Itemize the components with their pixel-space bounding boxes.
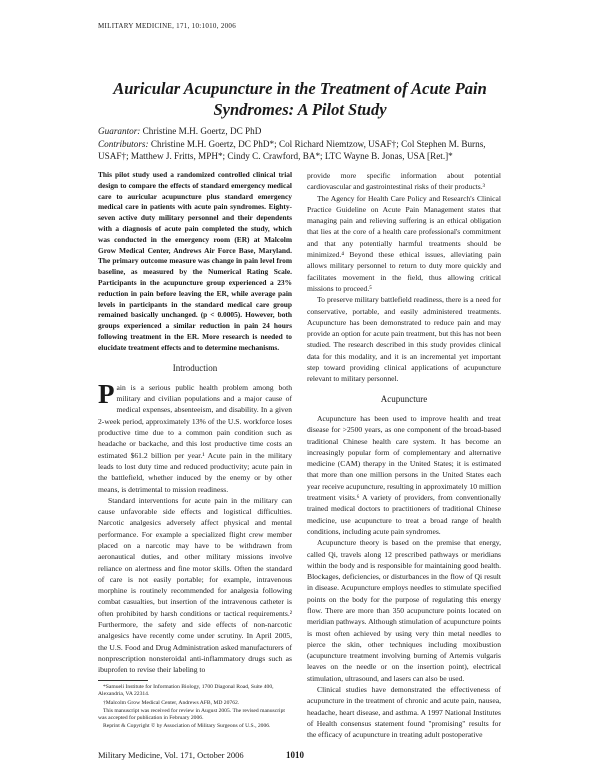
article-title: Auricular Acupuncture in the Treatment of Acute Pain Syndromes: A Pilot Study (113, 79, 487, 119)
page-number: 1010 (286, 750, 304, 760)
intro-paragraph-2: Standard interventions for acute pain in the military can cause unfavorable side effects and logistical difficulties. Narcotic analgesics adversely affect physical and mental performance. For example a specialized flight crew member placed on a narcotic may have to be withdrawn from aeronautical duties, and other military missions involve reliance on alertness and fine motor skills. Often the standard of care is not easily portable; for example, intravenous morphine is routinely recommended for analgesia following combat casualties, but insertion of the intravenous catheter is often prohibited by harsh conditions or tactical requirements.² Furthermore, the safety and side effects of non-narcotic analgesics have recently come under scrutiny. In April 2005, the U.S. Food and Drug Administration asked manufacturers of nonprescription nonsteroidal anti-inflammatory drugs such as ibuprofen to revise their labeling to (98, 495, 292, 675)
drop-cap: P (98, 378, 115, 409)
guarantor-line (98, 125, 502, 138)
ahcpr-paragraph: The Agency for Health Care Policy and Research's Clinical Practice Guideline on Acute Pain Management states that managing pain and relieving suffering is an ethical obligation that lies at the core of a health care professional's commitment and that any potentially harmful treatments should be minimized.⁴ Beyond these ethical issues, alleviating pain allows military personnel to return to duty more quickly and facilitates movement in the field, thus allowing critical missions to proceed.⁵ (307, 193, 501, 293)
footnote-3: This manuscript was received for review in August 2005. The revised manuscript was accepted for publication in February 2006. (98, 707, 285, 722)
abstract-text: This pilot study used a randomized controlled clinical trial design to compare the effects of standard emergency medical care to auricular acupuncture plus standard emergency medical care in patients with acute pain syndromes. Eighty-seven active duty military personnel and their dependents with a diagnosis of acute pain completed the study, which was conducted in the emergency room (ER) at Malcolm Grow Medical Center, Andrews Air Force Base, Maryland. The primary outcome measure was change in pain level from baseline, as measured by the Numerical Rating Scale. Participants in the acupuncture group experienced a 23% reduction in pain before leaving the ER, while average pain levels in participants in the standard medical care group remained basically unchanged. (p < 0.0005). However, both groups experienced a similar reduction in pain 24 hours following treatment in the ER. More research is needed to elucidate treatment effects and to determine mechanisms. (98, 170, 292, 352)
footnote-4: Reprint & Copyright © by Association of Military Surgeons of U.S., 2006. (103, 723, 271, 730)
footnotes (98, 680, 292, 732)
section-heading-acupuncture: Acupuncture (380, 393, 428, 404)
right-column (307, 170, 501, 741)
intro-paragraph-1 (98, 378, 292, 495)
author-block (98, 125, 502, 163)
contributors-names: Christine M.H. Goertz, DC PhD*; Col Richard Niemtzow, USAF†; Col Stephen M. Burns, USAF†; Matthew J. Fritts, MPH*; Cindy C. Crawford, BA*; LTC Wayne B. Jonas, USA [Ret.]* (98, 138, 486, 162)
section-heading-introduction: Introduction (172, 362, 218, 373)
journal-footer: Military Medicine, Vol. 171, October 2006 (98, 750, 244, 760)
contributors-line (98, 138, 502, 163)
footnote-rule (98, 680, 148, 681)
continued-paragraph: provide more specific information about potential cardiovascular and gastrointestinal risks of their products.³ (307, 171, 501, 192)
running-head: MILITARY MEDICINE, 171, 10:1010, 2006 (98, 22, 237, 30)
left-column (98, 170, 292, 676)
acupuncture-paragraph-3: Clinical studies have demonstrated the effectiveness of acupuncture in the treatment of chronic and acute pain, nausea, headache, heart disease, and asthma. A 1997 National Institutes of Health consensus statement found "promising" results for the efficacy of acupuncture in treating adult postoperative (307, 685, 501, 740)
guarantor-label: Guarantor: (98, 126, 141, 136)
contributors-label: Contributors: (98, 138, 149, 149)
footnote-2: †Malcolm Grow Medical Center, Andrews AFB, MD 20762. (103, 699, 240, 706)
readiness-paragraph: To preserve military battlefield readiness, there is a need for conservative, portable, and easily administered treatments. Acupuncture has been demonstrated to reduce pain and may provide an option for acute pain treatment, but this has not been studied. The research described in this study provides clinical data for this modality, and it is an incremental yet important step toward providing clinical applications of acupuncture relevant to military personnel. (307, 295, 502, 384)
footnote-1: *Samueli Institute for Information Biology, 1700 Diagonal Road, Suite 400, Alexandria, VA 22314. (98, 684, 274, 698)
acupuncture-paragraph-1: Acupuncture has been used to improve health and treat disease for >2500 years, as one component of the broad-based traditional Chinese health care system. It has become an increasingly popular form of complementary and alternative medicine (CAM) therapy in the United States; it is estimated that more than one million persons in the United States each year receive acupuncture, resulting in approximately 10 million treatment visits.⁶ A variety of providers, from conventionally trained medical doctors to practitioners of traditional Chinese medicine, use acupuncture to treat a broad range of health conditions, including acute pain syndromes. (307, 413, 501, 536)
abstract (98, 170, 292, 354)
intro-paragraph-1-text: ain is a serious public health problem among both military and civilian populations and a major cause of medical expenses, absenteeism, and disability. In a given 2-week period, approximately 13% of the U.S. workforce loses productive time due to a common pain condition such as headache or backache, and this lost productive time costs an estimated $61.2 billion per year.¹ Acute pain in the military leads to lost duty time and reduced productivity; acute pain in the battlefield, whether induced by the enemy or by other means, is detrimental to mission readiness. (98, 382, 292, 494)
guarantor-name: Christine M.H. Goertz, DC PhD (142, 126, 262, 136)
acupuncture-paragraph-2: Acupuncture theory is based on the premise that energy, called Qi, travels along 12 prescribed pathways or meridians within the body and is responsible for maintaining good health. Blockages, deficiencies, or disturbances in the flow of Qi result in disease. Acupuncture employs needles to stimulate specified points on the body for the purpose of regulating this energy flow. There are more than 350 acupuncture points located on meridian pathways. Although stimulation of acupuncture points is most often achieved by using very thin metal needles to pierce the skin, other techniques including moxibustion (acupuncture treatment involving burning of Artemis vulgaris leaves on the needle or on the insertion point), electrical stimulation, ultrasound, and lasers can also be used. (307, 538, 501, 683)
